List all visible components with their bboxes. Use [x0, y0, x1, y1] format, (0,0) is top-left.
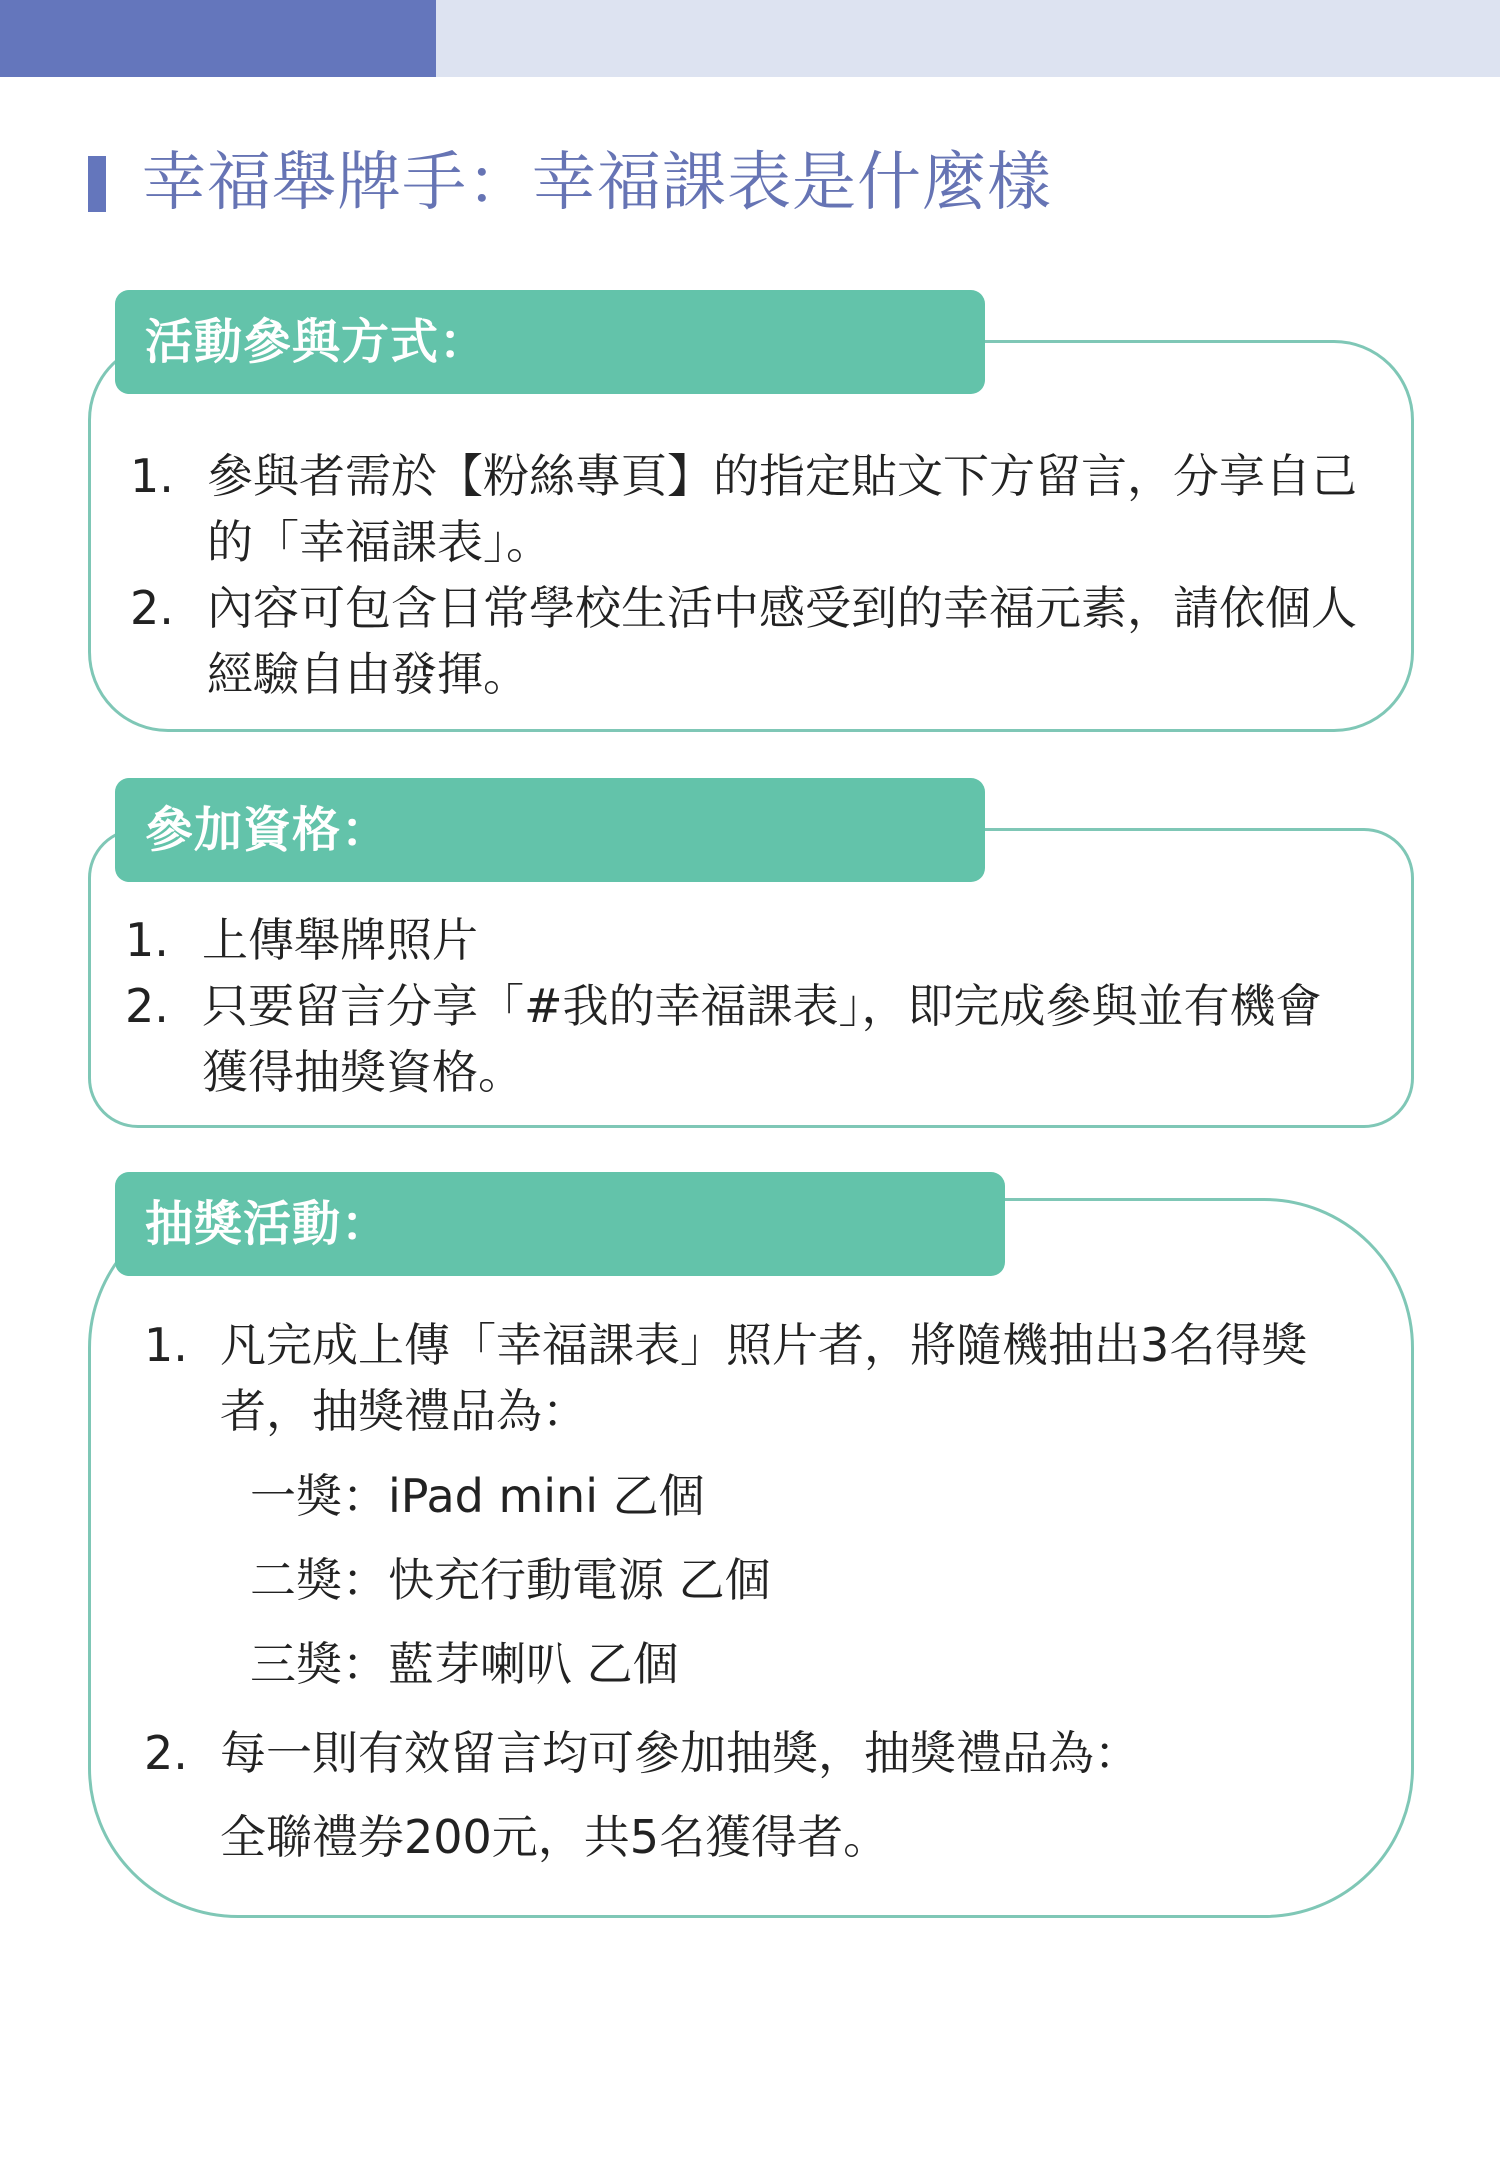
- list-item: [130, 443, 1360, 575]
- lottery-section-heading: 抽獎活動：: [115, 1172, 1005, 1276]
- list-item-text: 只要留言分享「#我的幸福課表」，即完成參與並有機會獲得抽獎資格。: [202, 979, 1322, 1099]
- list-item: [144, 1720, 1359, 1870]
- list-item: [125, 907, 1355, 973]
- lottery-list: [144, 1312, 1359, 1870]
- list-item: [125, 973, 1355, 1105]
- participation-list: [130, 443, 1360, 707]
- prize-third: 三獎：藍芽喇叭 乙個: [250, 1637, 679, 1691]
- list-number: 1.: [144, 1318, 188, 1372]
- prize-first: 一獎：iPad mini 乙個: [250, 1469, 705, 1523]
- list-number: 2.: [125, 979, 169, 1033]
- prize-note: 全聯禮券200元，共5名獲得者。: [220, 1810, 890, 1864]
- header-band-dark: [0, 0, 436, 77]
- list-number: 2.: [130, 581, 174, 635]
- list-item-text: 上傳舉牌照片: [202, 913, 478, 967]
- eligibility-section-heading: 參加資格：: [115, 778, 985, 882]
- list-item: [130, 575, 1360, 707]
- list-item-text: 凡完成上傳「幸福課表」照片者，將隨機抽出3名得獎者，抽獎禮品為：: [220, 1318, 1308, 1438]
- participation-section-heading: 活動參與方式：: [115, 290, 985, 394]
- list-number: 1.: [130, 449, 174, 503]
- page-title: 幸福舉牌手：幸福課表是什麼樣: [142, 146, 1052, 220]
- list-number: 1.: [125, 913, 169, 967]
- list-item-text: 每一則有效留言均可參加抽獎，抽獎禮品為：: [220, 1726, 1140, 1780]
- prize-second: 二獎：快充行動電源 乙個: [250, 1553, 771, 1607]
- list-number: 2.: [144, 1726, 188, 1780]
- eligibility-list: [125, 907, 1355, 1105]
- header-band-light: [436, 0, 1500, 77]
- list-item-text: 參與者需於【粉絲專頁】的指定貼文下方留言，分享自己的「幸福課表」。: [207, 449, 1357, 569]
- title-marker: [88, 156, 106, 212]
- list-item-text: 內容可包含日常學校生活中感受到的幸福元素，請依個人經驗自由發揮。: [207, 581, 1357, 701]
- list-item: [144, 1312, 1359, 1696]
